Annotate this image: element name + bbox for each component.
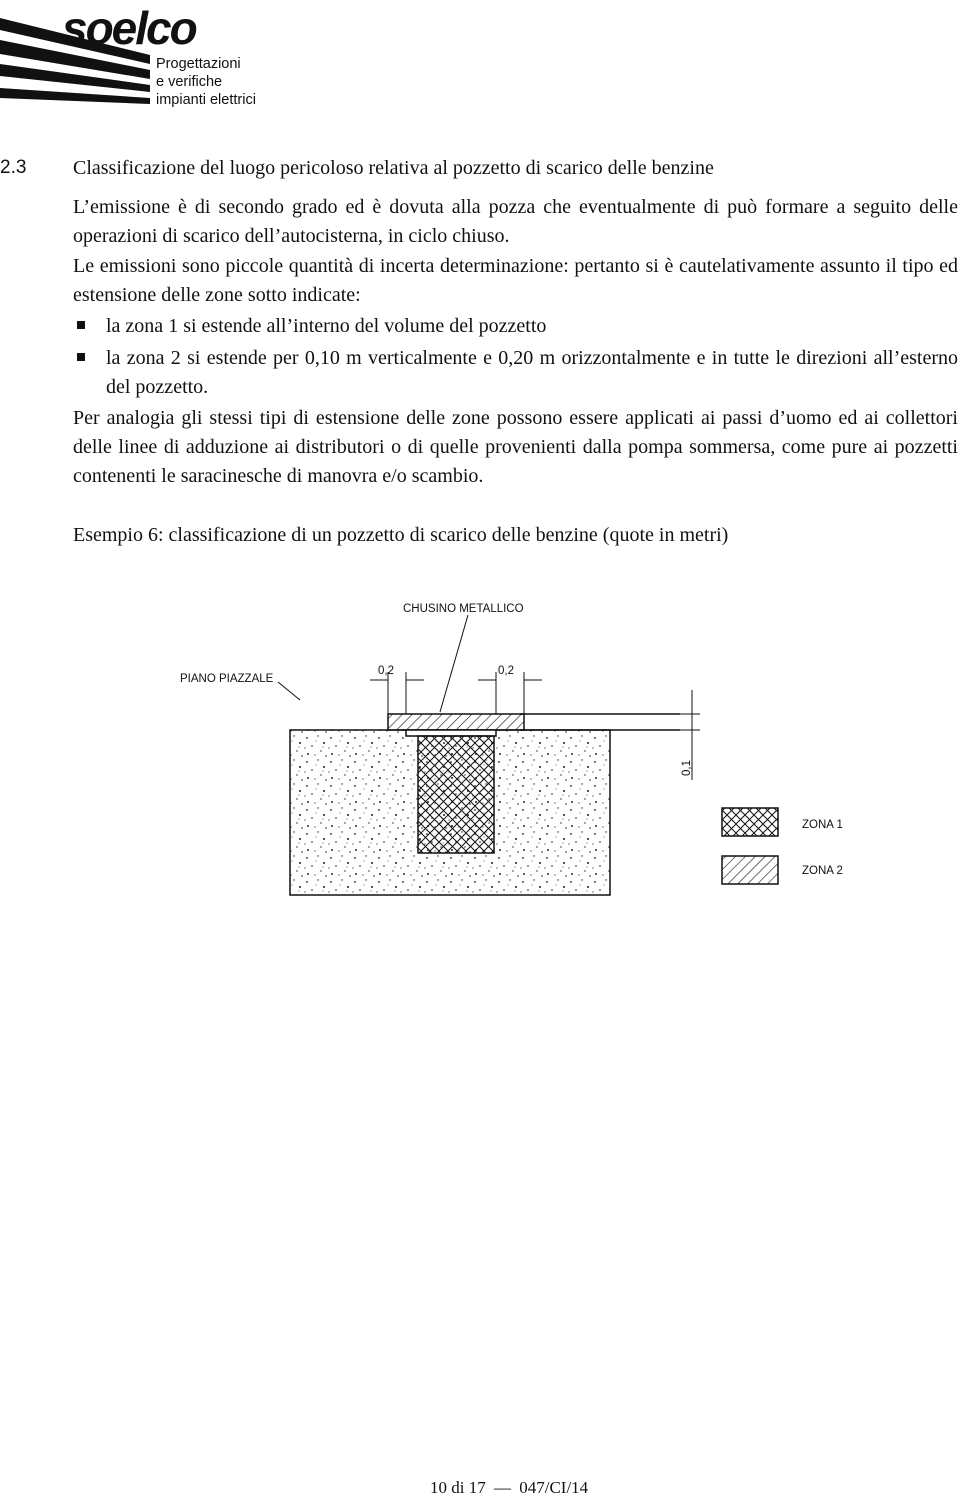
tagline-line-2: e verifiche (156, 74, 223, 90)
legend-zone-2-label: ZONA 2 (802, 865, 843, 877)
dim-vertical: 0,1 (681, 760, 693, 776)
svg-text:soelco: soelco (62, 2, 196, 54)
zone-1-area (418, 736, 494, 853)
page-number: 10 di 17 (430, 1478, 486, 1497)
label-ground: PIANO PIAZZALE (180, 673, 274, 685)
paragraph-analogy: Per analogia gli stessi tipi di estensione delle zone possono essere applicati ai passi d’uomo ed ai collettori delle linee di adduzione ai distributori o di quelle provenienti dalla pompa sommersa, come pure ai pozzetti contenenti le saracinesche di manovra e/o scambio. (73, 407, 958, 487)
label-cover: CHUSINO METALLICO (403, 603, 524, 615)
footer-dash: — (493, 1478, 511, 1497)
bullet-text: la zona 1 si estende all’interno del volume del pozzetto (106, 315, 547, 337)
document-code: 047/CI/14 (519, 1478, 589, 1497)
pozzetto-diagram (160, 590, 900, 910)
bullet-square-icon (77, 321, 85, 329)
section-number: 2.3 (0, 157, 27, 178)
tagline-line-1: Progettazioni (156, 56, 241, 72)
dim-right: 0,2 (498, 665, 514, 677)
manhole-cover (406, 730, 496, 736)
page-footer (428, 1478, 590, 1498)
list-item (73, 344, 958, 402)
section-title: Classificazione del luogo pericoloso relativa al pozzetto di scarico delle benzine (73, 157, 714, 179)
list-item (73, 312, 958, 341)
dim-left: 0,2 (378, 665, 394, 677)
paragraph-zones-intro: Le emissioni sono piccole quantità di incerta determinazione: pertanto si è cautelativamente assunto il tipo ed estensione delle zone sotto indicate: (73, 255, 958, 306)
legend-zone-1-swatch (722, 808, 778, 836)
bullet-text: la zona 2 si estende per 0,10 m verticalmente e 0,20 m orizzontalmente e in tutte le direzioni all’esterno del pozzetto. (106, 347, 958, 398)
tagline-line-3: impianti elettrici (156, 92, 256, 108)
legend-zone-2-swatch (722, 856, 778, 884)
legend-zone-1-label: ZONA 1 (802, 819, 843, 831)
example-caption: Esempio 6: classificazione di un pozzetto di scarico delle benzine (quote in metri) (73, 524, 729, 546)
bullet-square-icon (77, 353, 85, 361)
zone-bullet-list (73, 312, 958, 405)
paragraph-emission: L’emissione è di secondo grado ed è dovuta alla pozza che eventualmente di può formare a seguito delle operazioni di scarico dell’autocisterna, in ciclo chiuso. (73, 196, 958, 247)
logo-tagline (156, 55, 256, 109)
zone-2-area (388, 714, 524, 730)
